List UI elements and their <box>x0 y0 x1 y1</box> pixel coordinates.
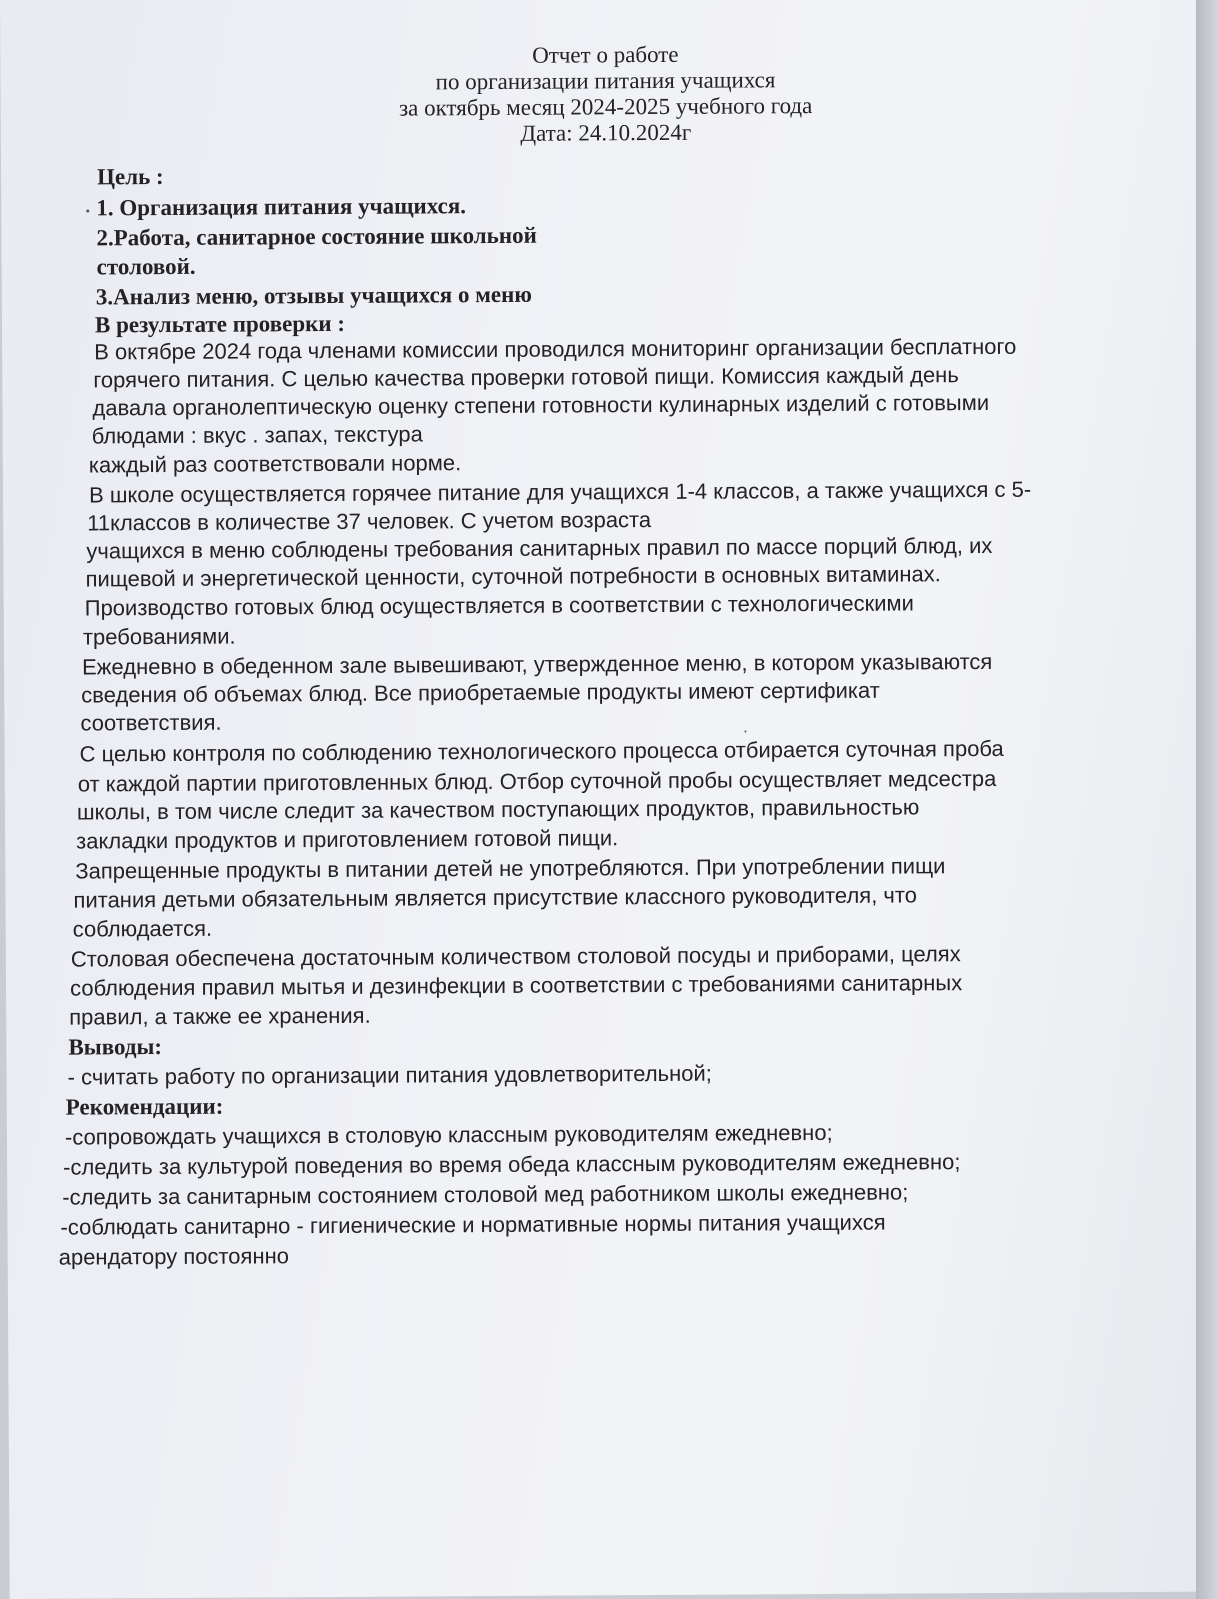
body-line: соблюдается. <box>72 915 213 942</box>
body-line: сведения об объемах блюд. Все приобретаемые продукты имеют сертификат <box>81 677 880 708</box>
body-line: 11классов в количестве 37 человек. С учетом возраста <box>87 507 652 536</box>
body-line: блюдами : вкус . запах, текстура <box>91 421 423 449</box>
goal-item: 3.Анализ меню, отзывы учащихся о меню <box>95 281 532 310</box>
goals-title: Цель : <box>97 164 164 190</box>
report-date: Дата: 24.10.2024г <box>520 119 692 146</box>
body-line: каждый раз соответствовали норме. <box>88 450 462 478</box>
body-line: В школе осуществляется горячее питание для учащихся 1-4 классов, а также учащихся с 5- <box>88 476 1032 508</box>
report-subtitle: по организации питания учащихся <box>435 67 776 95</box>
conclusions-title: Выводы: <box>68 1034 163 1060</box>
background-edge <box>1196 0 1217 1599</box>
body-line: от каждой партии приготовленных блюд. Отбор суточной пробы осуществляет медсестра <box>77 765 997 797</box>
goal-item: 2.Работа, санитарное состояние школьной <box>96 222 537 251</box>
report-period: за октябрь месяц 2024-2025 учебного года <box>398 93 813 121</box>
body-line: В октябре 2024 года членами комиссии проводился мониторинг организации бесплатного <box>94 333 1017 365</box>
body-line: Ежедневно в обеденном зале вывешивают, утвержденное меню, в котором указываются <box>81 648 993 680</box>
body-line: Запрещенные продукты в питании детей не употребляются. При употреблении пищи <box>75 853 946 884</box>
body-line: соответствия. <box>80 709 222 736</box>
body-line: правил, а также ее хранения. <box>69 1002 371 1030</box>
body-line: Производство готовых блюд осуществляется в соответствии с технологическими <box>84 590 915 621</box>
report-header <box>0 39 1211 150</box>
body-line: требованиями. <box>82 623 236 650</box>
body-line: учащихся в меню соблюдены требования санитарных правил по массе порций блюд, их <box>86 532 993 564</box>
conclusion-item: - считать работу по организации питания удовлетворительной; <box>67 1060 712 1090</box>
recommendation-item-continued: арендатору постоянно <box>58 1243 290 1270</box>
report-title: Отчет о работе <box>532 41 679 68</box>
body-line: закладки продуктов и приготовлением готовой пищи. <box>76 825 619 854</box>
results-title: В результате проверки : <box>94 310 346 338</box>
body-line: соблюдения правил мытья и дезинфекции в соответствии с требованиями санитарных <box>69 970 963 1001</box>
goal-item-continued: столовой. <box>96 253 196 280</box>
recommendation-item: -следить за санитарным состоянием столовой мед работником школы ежедневно; <box>62 1179 909 1210</box>
body-line: Столовая обеспечена достаточным количеством столовой посуды и приборами, целях <box>70 941 961 972</box>
body-line: пищевой и энергетической ценности, суточной потребности в основных витаминах. <box>85 561 941 592</box>
body-line: горячего питания. С целью качества проверки готовой пищи. Комиссия каждый день <box>93 362 959 393</box>
ink-speck <box>86 209 89 212</box>
body-line: школы, в том числе следит за качеством поступающих продуктов, правильностью <box>76 794 920 825</box>
body-line: давала органолептическую оценку степени готовности кулинарных изделий с готовыми <box>92 389 990 421</box>
goal-item: 1. Организация питания учащихся. <box>96 193 467 221</box>
recommendations-title: Рекомендации: <box>65 1093 224 1120</box>
recommendation-item: -сопровождать учащихся в столовую классным руководителям ежедневно; <box>64 1119 833 1150</box>
ink-speck <box>744 730 746 732</box>
body-line: С целью контроля по соблюдению технологического процесса отбирается суточная проба <box>79 735 1004 767</box>
recommendation-item: -соблюдать санитарно - гигиенические и нормативные нормы питания учащихся <box>60 1209 886 1240</box>
recommendation-item: -следить за культурой поведения во время обеда классным руководителям ежедневно; <box>63 1149 961 1180</box>
body-line: питания детьми обязательным является присутствие классного руководителя, что <box>73 882 917 913</box>
